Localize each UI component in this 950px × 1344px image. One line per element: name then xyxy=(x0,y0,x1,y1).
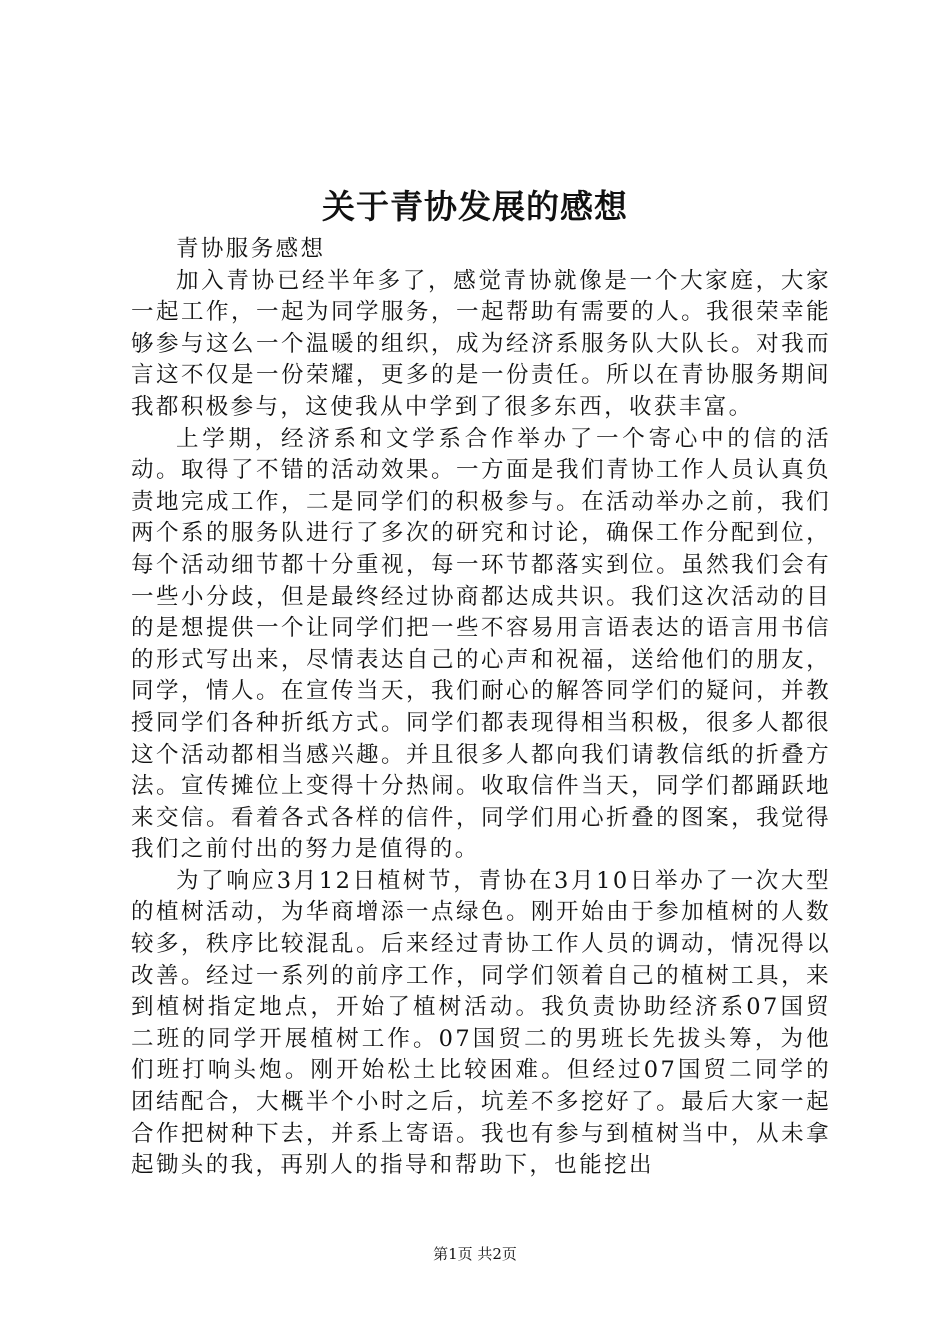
paragraph-2: 上学期，经济系和文学系合作举办了一个寄心中的信的活动。取得了不错的活动效果。一方面是我们青协工作人员认真负责地完成工作，二是同学们的积极参与。在活动举办之前，我们两个系的服务队进行了多次的研究和讨论，确保工作分配到位，每个活动细节都十分重视，每一环节都落实到位。虽然我们会有一些小分歧，但是最终经过协商都达成共识。我们这次活动的目的是想提供一个让同学们把一些不容易用言语表达的语言用书信的形式写出来，尽情表达自己的心声和祝福，送给他们的朋友，同学，情人。在宣传当天，我们耐心的解答同学们的疑问，并教授同学们各种折纸方式。同学们都表现得相当积极，很多人都很这个活动都相当感兴趣。并且很多人都向我们请教信纸的折叠方法。宣传摊位上变得十分热闹。收取信件当天，同学们都踊跃地来交信。看着各式各样的信件，同学们用心折叠的图案，我觉得我们之前付出的努力是值得的。 xyxy=(131,425,831,863)
paragraph-1: 加入青协已经半年多了，感觉青协就像是一个大家庭，大家一起工作，一起为同学服务，一起帮助有需要的人。我很荣幸能够参与这么一个温暖的组织，成为经济系服务队大队长。对我而言这不仅是一份荣耀，更多的是一份责任。所以在青协服务期间我都积极参与，这使我从中学到了很多东西，收获丰富。 xyxy=(131,267,831,420)
page-title: 关于青协发展的感想 xyxy=(322,187,628,226)
page-footer: 第1页 共2页 xyxy=(433,1245,517,1263)
paragraph-3: 为了响应3月12日植树节，青协在3月10日举办了一次大型的植树活动，为华商增添一点绿色。刚开始由于参加植树的人数较多，秩序比较混乱。后来经过青协工作人员的调动，情况得以改善。经过一系列的前序工作，同学们领着自己的植树工具，来到植树指定地点，开始了植树活动。我负责协助经济系07国贸二班的同学开展植树工作。07国贸二的男班长先拔头筹，为他们班打响头炮。刚开始松土比较困难。但经过07国贸二同学的团结配合，大概半个小时之后，坑差不多挖好了。最后大家一起合作把树种下去，并系上寄语。我也有参与到植树当中，从未拿起锄头的我，再别人的指导和帮助下，也能挖出 xyxy=(131,867,831,1179)
document-body xyxy=(131,234,831,1182)
subtitle: 青协服务感想 xyxy=(176,236,326,262)
